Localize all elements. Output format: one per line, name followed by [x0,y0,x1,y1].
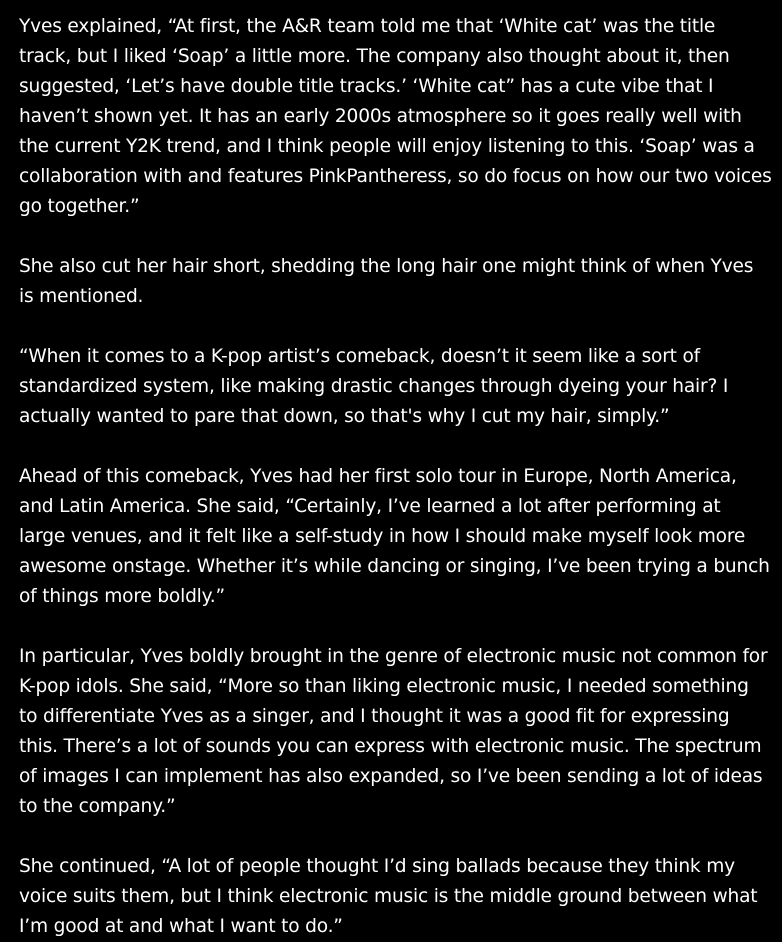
paragraph-hair: She also cut her hair short, shedding the long hair one might think of when Yves is mentioned. [19,256,754,307]
paragraph-comeback-quote: “When it comes to a K-pop artist’s comeback, doesn’t it seem like a sort of standardized system, like making drastic changes through dyeing your hair? I actually wanted to pare that down, so that's why I cut my hair, simply.” [19,346,729,427]
paragraph-title-tracks: Yves explained, “At first, the A&R team told me that ‘White cat’ was the title track, but I liked ‘Soap’ a little more. The company also thought about it, then suggested, ‘Let’s have double title tracks.’ ‘White cat” has a cute vibe that I haven’t shown yet. It has an early 2000s atmosphere so it goes really well with the current Y2K trend, and I think people will enjoy listening to this. ‘Soap’ was a collaboration with and features PinkPantheress, so do focus on how our two voices go together.” [19,16,772,217]
paragraph-solo-tour: Ahead of this comeback, Yves had her first solo tour in Europe, North America, and Latin America. She said, “Certainly, I’ve learned a lot after performing at large venues, and it felt like a self-study in how I should make myself look more awesome onstage. Whether it’s while dancing or singing, I’ve been trying a bunch of things more boldly.” [19,466,770,607]
paragraph-electronic-music: In particular, Yves boldly brought in the genre of electronic music not common for K-pop idols. She said, “More so than liking electronic music, I needed something to differentiate Yves as a singer, and I thought it was a good fit for expressing this. There’s a lot of sounds you can express with electronic music. The spectrum of images I can implement has also expanded, so I’ve been sending a lot of ideas to the company.” [19,646,768,817]
paragraph-ballads: She continued, “A lot of people thought I’d sing ballads because they think my voice suits them, but I think electronic music is the middle ground between what I’m good at and what I want to do.” [19,856,758,937]
